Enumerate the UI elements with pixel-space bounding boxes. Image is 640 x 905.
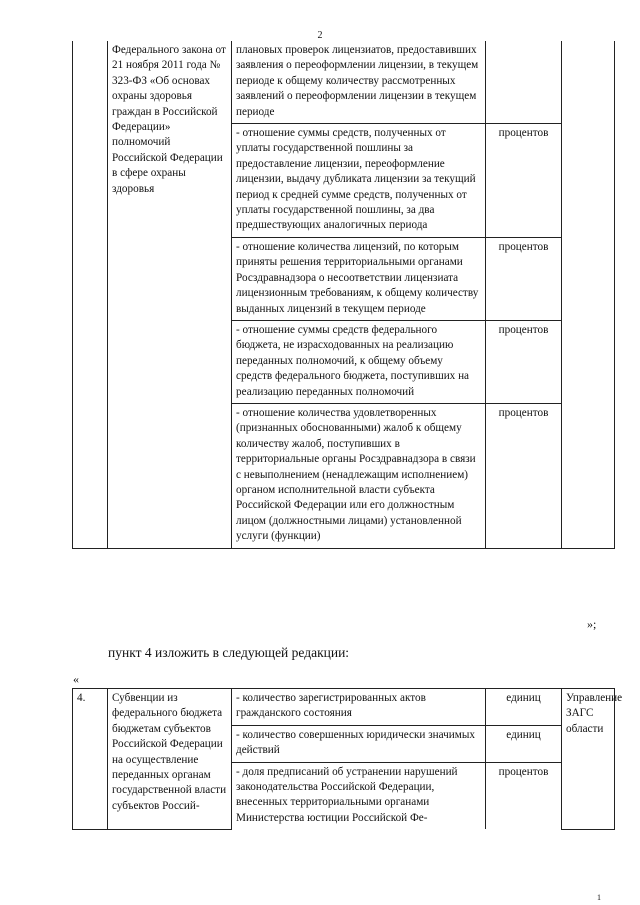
unit-cell: единиц [486,725,562,762]
indicator-cell: - доля предписаний об устранении нарушений законодательства Российской Федерации, внесенных территориальными органами Министерства юстиции Российской Фе- [232,762,486,829]
organ-cell: Управление ЗАГС области [562,689,615,830]
closing-quote: »; [587,617,597,631]
indicator-cell: - отношение суммы средств, полученных от уплаты государственной пошлины за предоставление лицензии, переоформление лицензии, выдачу дубликата лицензии за текущий период к средней сумме средств, полученных от уплаты государственной пошлины, за два предшествующих аналогичных периода [232,124,486,238]
opening-quote: « [73,672,79,686]
subvention-name-cell: Субвенции из федерального бюджета бюджетам субъектов Российской Федерации на осуществление переданных органам государственной власти субъектов Россий- [108,689,232,830]
table-row [73,41,615,124]
subvention-name-cell: Федерального закона от 21 ноября 2011 года № 323-ФЗ «Об основах охраны здоровья граждан в Российской Федерации» полномочий Российской Федерации в сфере охраны здоровья [108,41,232,548]
indicator-cell: - отношение суммы средств федерального бюджета, не израсходованных на реализацию переданных полномочий, к общему объему средств федерального бюджета, поступивших на реализацию переданных полномочий [232,320,486,403]
amendment-instruction: пункт 4 изложить в следующей редакции: [108,645,350,660]
number-cell [73,41,108,548]
unit-cell: единиц [486,689,562,726]
unit-cell: процентов [486,124,562,238]
item-4-table [72,688,623,830]
indicator-cell: плановых проверок лицензиатов, предоставивших заявления о переоформлении лицензии, в текущем периоде к общему количеству рассмотренных заявлений о переоформлении лицензии в текущем периоде [232,41,486,124]
indicator-cell: - количество зарегистрированных актов гражданского состояния [232,689,486,726]
indicator-cell: - количество совершенных юридически значимых действий [232,725,486,762]
indicator-cell: - отношение количества лицензий, по которым приняты решения территориальными органами Росздравнадзора о несоответствии лицензиата лицензионным требованиям, к общему количеству выданных лицензий в текущем периоде [232,237,486,320]
unit-cell: процентов [486,237,562,320]
unit-cell [486,41,562,124]
continued-indicators-table [72,41,615,549]
indicator-cell: - отношение количества удовлетворенных (признанных обоснованными) жалоб к общему количеству жалоб, поступивших в территориальные органы Росздравнадзора в связи с невыполнением (ненадлежащим исполнением) органом исполнительной власти субъекта Российской Федерации или его должностным лицом (должностными лицами) установленной услуги (функции) [232,403,486,548]
unit-cell: процентов [486,403,562,548]
organ-cell [562,41,615,548]
unit-cell: процентов [486,762,562,829]
table-row [73,689,615,726]
margin-mark: 1 [597,893,601,902]
page-number: 2 [317,30,323,41]
unit-cell: процентов [486,320,562,403]
item-number-cell: 4. [73,689,108,830]
